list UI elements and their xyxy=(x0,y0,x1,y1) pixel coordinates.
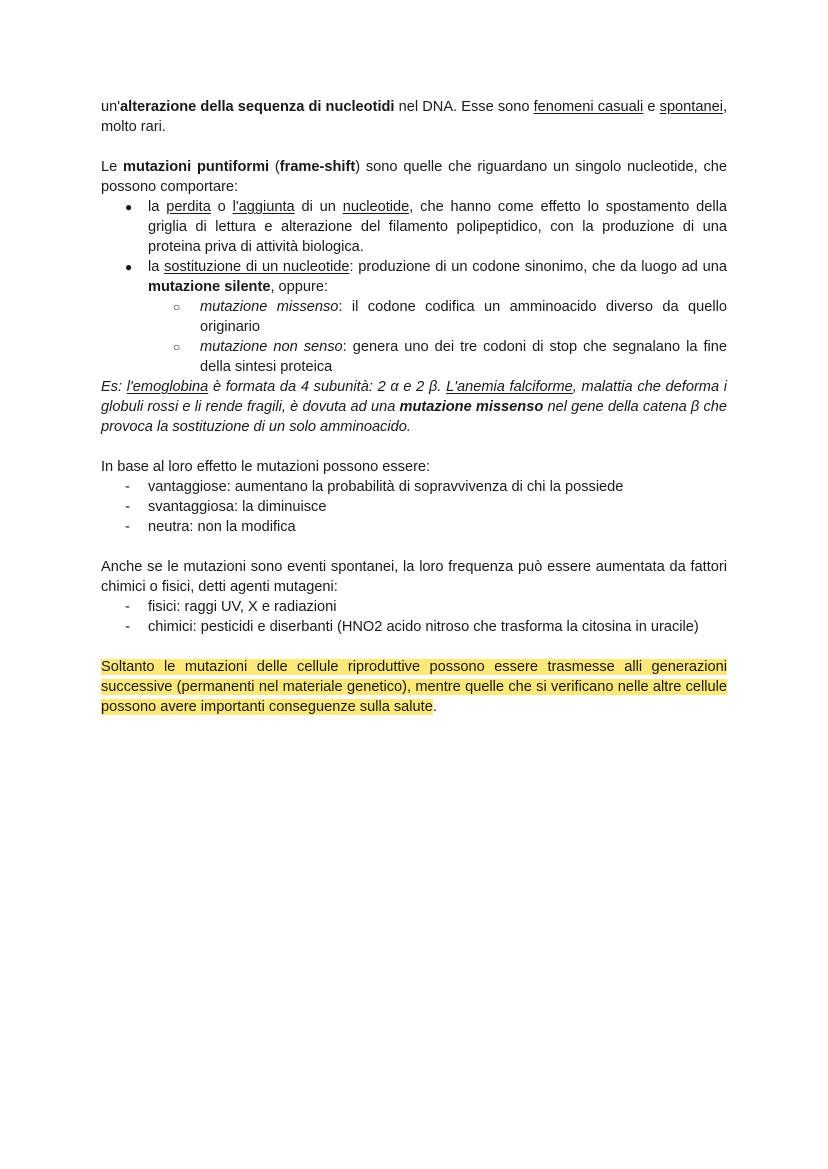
effetto-list xyxy=(101,477,727,537)
puntiformi-list xyxy=(101,197,727,377)
effetto-lead: In base al loro effetto le mutazioni possono essere: xyxy=(101,459,431,475)
example-paragraph: Es: l'emoglobina è formata da 4 subunità: 2 α e 2 β. L'anemia falciforme, malattia che deforma i globuli rossi e li rende fragili, è dovuta ad una mutazione missenso nel gene della catena β che provoca la sostituzione di un solo amminoacido. xyxy=(101,379,728,435)
list-item: - neutra: non la modifica xyxy=(101,517,727,537)
list-item: - chimici: pesticidi e diserbanti (HNO2 acido nitroso che trasforma la citosina in uracile) xyxy=(101,617,727,637)
intro-underline-spontanei: spontanei xyxy=(659,99,723,115)
agenti-list xyxy=(101,597,727,637)
list-item: - fisici: raggi UV, X e radiazioni xyxy=(101,597,727,617)
intro-paragraph: un'alterazione della sequenza di nucleotidi nel DNA. Esse sono fenomeni casuali e spontanei, molto rari. xyxy=(101,99,727,135)
sublist-item: ○ mutazione missenso: il codone codifica un amminoacido diverso da quello originario xyxy=(148,297,727,337)
highlighted-text: Soltanto le mutazioni delle cellule riproduttive possono essere trasmesse alli generazioni successive (permanenti nel materiale genetico), mentre quelle che si verificano nelle altre cellule possono avere importanti conseguenze sulla salute xyxy=(101,659,727,715)
intro-underline-casuali: fenomeni casuali xyxy=(533,99,644,115)
puntiformi-paragraph: Le mutazioni puntiformi (frame-shift) sono quelle che riguardano un singolo nucleotide, che possono comportare: xyxy=(101,159,727,195)
list-item: - svantaggiosa: la diminuisce xyxy=(101,497,727,517)
sublist-item: ○ mutazione non senso: genera uno dei tre codoni di stop che segnalano la fine della sintesi proteica xyxy=(148,337,727,377)
agenti-lead: Anche se le mutazioni sono eventi spontanei, la loro frequenza può essere aumentata da fattori chimici o fisici, detti agenti mutageni: xyxy=(101,559,727,595)
list-item: - vantaggiose: aumentano la probabilità di sopravvivenza di chi la possiede xyxy=(101,477,727,497)
list-item: ● la perdita o l'aggiunta di un nucleotide, che hanno come effetto lo spostamento della griglia di lettura e alterazione del filamento polipeptidico, con la produzione di una proteina priva di attività biologica. xyxy=(101,197,727,257)
document-page xyxy=(101,97,727,717)
intro-bold: alterazione della sequenza di nucleotidi xyxy=(120,99,395,115)
conclusion-paragraph: Soltanto le mutazioni delle cellule riproduttive possono essere trasmesse alli generazioni successive (permanenti nel materiale genetico), mentre quelle che si verificano nelle altre cellule possono avere importanti conseguenze sulla salute. xyxy=(101,659,727,715)
sublist xyxy=(148,297,727,377)
list-item: ● la sostituzione di un nucleotide: produzione di un codone sinonimo, che da luogo ad una mutazione silente, oppure: ○ mutazione missenso: il codone codifica un amminoacido diverso da quello originario ○ mutazione non senso: genera uno dei tre codoni di stop che segnalano la fine della sintesi proteica xyxy=(101,257,727,377)
